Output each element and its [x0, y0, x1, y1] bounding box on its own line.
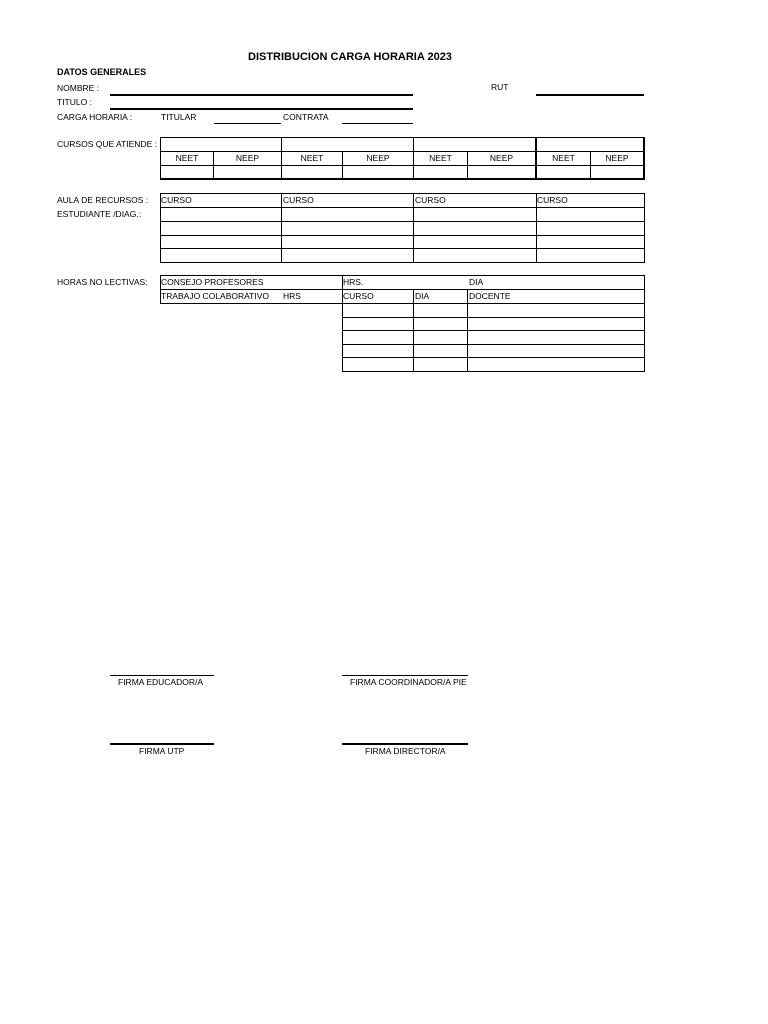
- nombre-label: NOMBRE :: [57, 83, 100, 93]
- cursos-subheader-neet: NEET: [552, 153, 575, 163]
- cursos-subheader-neet: NEET: [429, 153, 452, 163]
- horas-no-lectivas-label: HORAS NO LECTIVAS:: [57, 277, 148, 287]
- docente-header: DOCENTE: [469, 291, 511, 301]
- titulo-label: TITULO :: [57, 97, 92, 107]
- firma-utp-label: FIRMA UTP: [139, 746, 185, 756]
- nombre-field[interactable]: [110, 94, 413, 96]
- trabajo-colaborativo-cell: TRABAJO COLABORATIVO: [161, 291, 270, 301]
- dia-header: DIA: [415, 291, 430, 301]
- firma-utp-line[interactable]: [110, 743, 214, 745]
- rut-label: RUT: [491, 82, 509, 92]
- titulo-field[interactable]: [110, 108, 413, 110]
- contrata-label: CONTRATA: [283, 112, 329, 122]
- firma-director-label: FIRMA DIRECTOR/A: [365, 746, 446, 756]
- aula-recursos-label: AULA DE RECURSOS :: [57, 195, 149, 205]
- aula-header-curso: CURSO: [283, 195, 314, 205]
- aula-header-curso: CURSO: [161, 195, 192, 205]
- cursos-subheader-neet: NEET: [175, 153, 199, 163]
- titular-label: TITULAR: [161, 112, 197, 122]
- contrata-field[interactable]: [342, 123, 413, 124]
- firma-coordinador-line[interactable]: [342, 675, 468, 676]
- hrs-header: HRS.: [343, 277, 364, 287]
- cursos-subheader-neet: NEET: [300, 153, 324, 163]
- aula-header-curso: CURSO: [415, 195, 446, 205]
- dia-header: DIA: [469, 277, 484, 287]
- firma-coordinador-label: FIRMA COORDINADOR/A PIE: [350, 677, 467, 687]
- rut-field[interactable]: [536, 94, 644, 96]
- titular-field[interactable]: [214, 123, 281, 124]
- carga-horaria-label: CARGA HORARIA :: [57, 112, 133, 122]
- consejo-profesores-cell: CONSEJO PROFESORES: [161, 277, 264, 287]
- hrs-header: HRS: [283, 291, 301, 301]
- datos-generales-heading: DATOS GENERALES: [57, 67, 147, 77]
- document-title: DISTRIBUCION CARGA HORARIA 2023: [248, 51, 452, 63]
- cursos-subheader-neep: NEEP: [489, 153, 514, 163]
- cursos-subheader-neep: NEEP: [235, 153, 260, 163]
- firma-director-line[interactable]: [342, 743, 468, 745]
- cursos-label: CURSOS QUE ATIENDE :: [57, 139, 157, 149]
- curso-header: CURSO: [343, 291, 374, 301]
- firma-educador-label: FIRMA EDUCADOR/A: [118, 677, 204, 687]
- estudiante-diag-label: ESTUDIANTE /DIAG.:: [57, 209, 142, 219]
- firma-educador-line[interactable]: [110, 675, 214, 676]
- cursos-subheader-neep: NEEP: [366, 153, 390, 163]
- cursos-subheader-neep: NEEP: [605, 153, 629, 163]
- aula-header-curso: CURSO: [537, 195, 568, 205]
